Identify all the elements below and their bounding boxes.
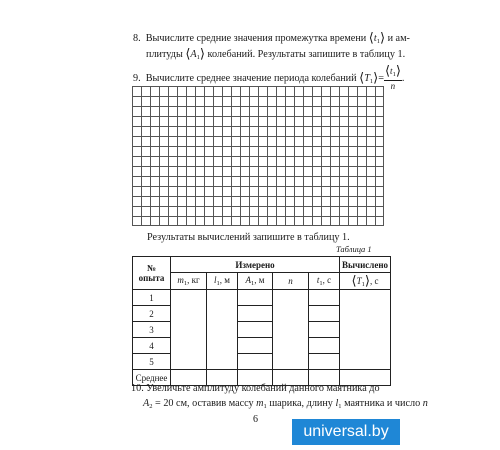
header-length: $l_1$, м xyxy=(207,273,238,290)
task-9-number: 9. xyxy=(133,72,141,84)
task-8-line-2: плитуды $⟨A_1⟩$ колебаний. Результаты запишите в таблицу 1. xyxy=(146,46,406,61)
table-row: 3 xyxy=(133,322,391,338)
table-row: 2 xyxy=(133,306,391,322)
page-number: 6 xyxy=(253,414,258,425)
table-row: 4 xyxy=(133,338,391,354)
cell-time[interactable] xyxy=(309,354,340,370)
cell-amplitude[interactable] xyxy=(238,354,273,370)
header-computed: Вычислено xyxy=(340,257,391,273)
cell-time[interactable] xyxy=(309,290,340,306)
task-9-text: Вычислите среднее значение периода колебаний xyxy=(145,72,357,84)
T1-symbol: T xyxy=(364,72,370,84)
task-8-text: Вычислите средние значения промежутка времени xyxy=(145,33,367,44)
header-experiment-no: № опыта xyxy=(133,257,171,290)
cell-amplitude[interactable] xyxy=(238,306,273,322)
task-8-text-2: плитуды xyxy=(146,49,183,60)
header-amplitude: $A_1$, м xyxy=(238,273,273,290)
task-8-text-end: и ам- xyxy=(387,33,410,44)
results-table xyxy=(132,256,391,386)
watermark-badge: universal.by xyxy=(292,419,400,445)
cell-amplitude[interactable] xyxy=(238,290,273,306)
task-10-line-2: $A_2 = 20$ см, оставив массу $m_1$ шарика, длину $l_1$ маятника и число n xyxy=(143,398,428,410)
task-10-line-1: 10. Увеличьте амплитуду колебаний данного маятника до xyxy=(131,383,380,394)
table-row-average: Среднее xyxy=(133,370,391,386)
cell-length[interactable] xyxy=(207,290,238,370)
table-caption: Таблица 1 xyxy=(336,244,372,254)
cell-time[interactable] xyxy=(309,338,340,354)
header-period: $⟨T_1⟩$, с xyxy=(340,273,391,290)
task-9-line: 9. Вычислите среднее значение периода колебаний $⟨T_1⟩=$ $\frac{⟨t_1⟩}{n}$ . xyxy=(133,63,405,91)
cell-period[interactable] xyxy=(340,290,391,370)
header-n: n xyxy=(273,273,309,290)
cell-time[interactable] xyxy=(309,322,340,338)
header-time: $t_1$, с xyxy=(309,273,340,290)
task-8-number: 8. xyxy=(133,33,141,44)
a1-symbol: A xyxy=(190,49,197,60)
table-row: 5 xyxy=(133,354,391,370)
header-mass: $m_1$, кг xyxy=(171,273,207,290)
cell-amplitude[interactable] xyxy=(238,338,273,354)
period-fraction: $\frac{⟨t_1⟩}{n}$ xyxy=(384,63,401,91)
cell-n[interactable] xyxy=(273,290,309,370)
table-row: 1 xyxy=(133,290,391,306)
results-note: Результаты вычислений запишите в таблицу 1. xyxy=(147,232,350,243)
task-8-text-3: колебаний. Результаты запишите в таблицу 1. xyxy=(207,49,406,60)
cell-time[interactable] xyxy=(309,306,340,322)
t1-symbol: t xyxy=(373,33,377,44)
graph-paper-grid xyxy=(132,86,384,226)
task-8-line-1: 8. Вычислите средние значения промежутка времени $⟨t_1⟩$ и ам- xyxy=(133,30,410,45)
header-measured: Измерено xyxy=(171,257,340,273)
cell-amplitude[interactable] xyxy=(238,322,273,338)
cell-mass[interactable] xyxy=(171,290,207,370)
